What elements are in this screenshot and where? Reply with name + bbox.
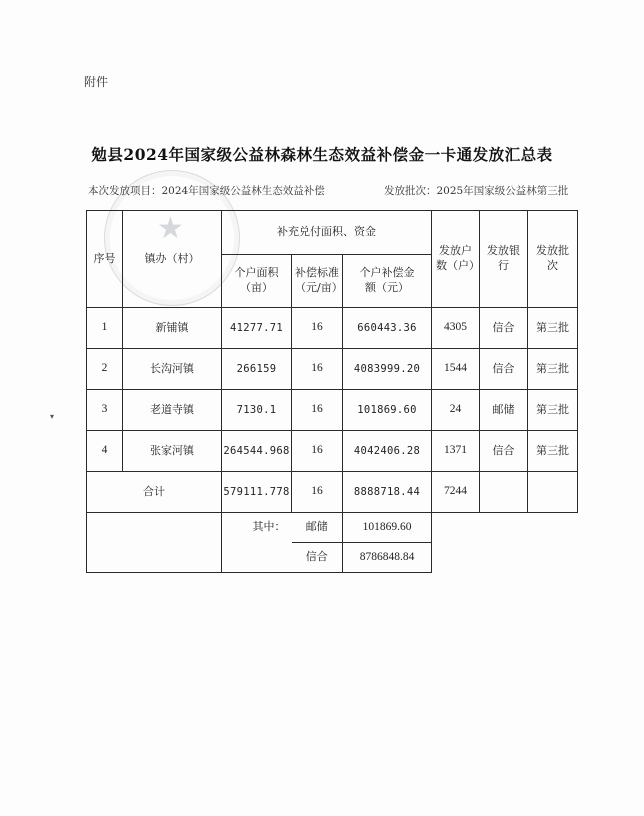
households-cell: 4305 [432, 308, 480, 349]
town-cell: 老道寺镇 [123, 390, 222, 431]
bank-cell: 信合 [480, 431, 528, 472]
town-cell: 张家河镇 [123, 431, 222, 472]
breakdown-bank: 邮储 [292, 513, 343, 543]
breakdown-label: 其中： [222, 513, 292, 543]
batch-cell: 第三批 [528, 431, 578, 472]
empty-cell [480, 472, 528, 513]
bank-cell: 邮储 [480, 390, 528, 431]
attachment-label: 附件 [84, 75, 109, 89]
header-group: 补充兑付面积、资金 [222, 211, 432, 255]
standard-cell: 16 [292, 308, 343, 349]
area-cell: 7130.1 [222, 390, 292, 431]
bank-cell: 信合 [480, 349, 528, 390]
amount-cell: 4042406.28 [343, 431, 432, 472]
seq-cell: 2 [87, 349, 123, 390]
seq-cell: 1 [87, 308, 123, 349]
blank-cell [432, 513, 578, 573]
batch-cell: 第三批 [528, 349, 578, 390]
amount-cell: 660443.36 [343, 308, 432, 349]
standard-cell: 16 [292, 390, 343, 431]
total-label: 合计 [87, 472, 222, 513]
total-area: 579111.778 [222, 472, 292, 513]
table-row [87, 349, 578, 390]
header-area: 个户面积（亩） [222, 255, 292, 308]
table-row [87, 431, 578, 472]
project-info: 本次发放项目：2024年国家级公益林生态效益补偿 [88, 185, 325, 197]
households-cell: 1371 [432, 431, 480, 472]
area-cell: 41277.71 [222, 308, 292, 349]
town-cell: 长沟河镇 [123, 349, 222, 390]
seq-cell: 3 [87, 390, 123, 431]
header-row [87, 211, 578, 255]
header-seq: 序号 [87, 211, 123, 308]
summary-table [86, 210, 578, 573]
table-row [87, 308, 578, 349]
households-cell: 24 [432, 390, 480, 431]
town-cell: 新铺镇 [123, 308, 222, 349]
breakdown-amount: 101869.60 [343, 513, 432, 543]
header-households: 发放户数（户） [432, 211, 480, 308]
batch-cell: 第三批 [528, 390, 578, 431]
empty-cell [528, 472, 578, 513]
amount-cell: 4083999.20 [343, 349, 432, 390]
document-title: 勉县2024年国家级公益林森林生态效益补偿金一卡通发放汇总表 [91, 145, 553, 164]
seal-star-icon: ★ [157, 211, 184, 246]
bank-cell: 信合 [480, 308, 528, 349]
total-households: 7244 [432, 472, 480, 513]
area-cell: 264544.968 [222, 431, 292, 472]
total-row [87, 472, 578, 513]
standard-cell: 16 [292, 431, 343, 472]
table-row [87, 390, 578, 431]
batch-cell: 第三批 [528, 308, 578, 349]
header-standard: 补偿标准（元/亩） [292, 255, 343, 308]
total-amount: 8888718.44 [343, 472, 432, 513]
header-batch: 发放批次 [528, 211, 578, 308]
empty-cell [222, 543, 292, 573]
blank-cell [87, 513, 222, 573]
breakdown-amount: 8786848.84 [343, 543, 432, 573]
header-bank: 发放银行 [480, 211, 528, 308]
batch-info: 发放批次：2025年国家级公益林第三批 [384, 185, 569, 197]
amount-cell: 101869.60 [343, 390, 432, 431]
breakdown-row [87, 513, 578, 543]
households-cell: 1544 [432, 349, 480, 390]
scan-mark: ▾ [50, 412, 55, 421]
seq-cell: 4 [87, 431, 123, 472]
breakdown-bank: 信合 [292, 543, 343, 573]
total-standard: 16 [292, 472, 343, 513]
header-amount: 个户补偿金额（元） [343, 255, 432, 308]
standard-cell: 16 [292, 349, 343, 390]
area-cell: 266159 [222, 349, 292, 390]
header-town: 镇办（村） [123, 211, 222, 308]
